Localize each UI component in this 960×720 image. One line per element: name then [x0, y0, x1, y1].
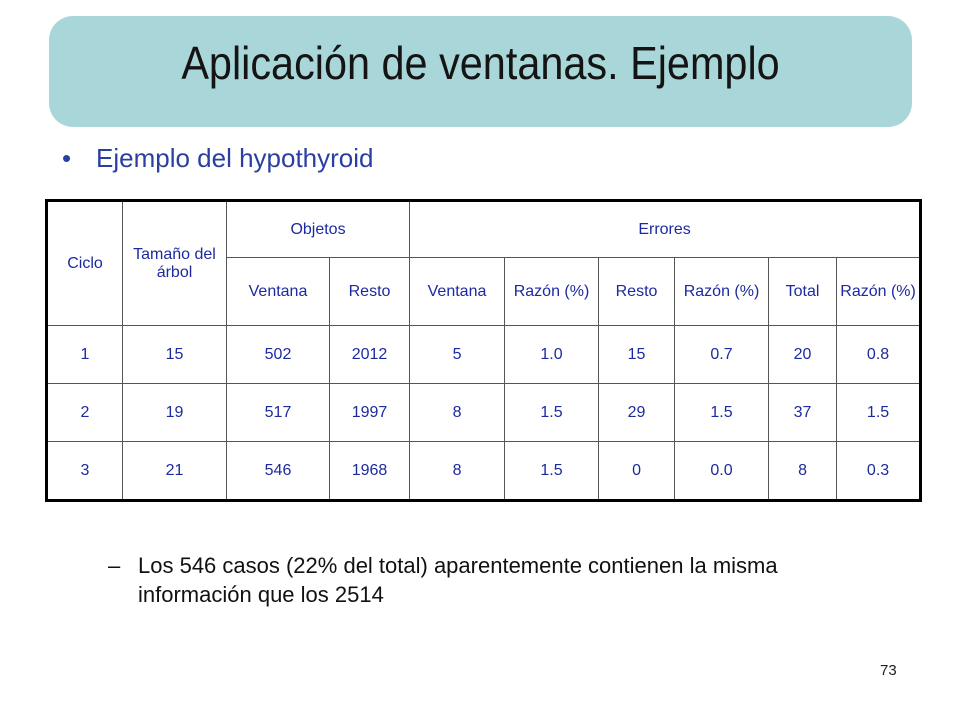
bullet-text: Ejemplo del hypothyroid [96, 143, 374, 173]
table-cell: 0.0 [675, 442, 769, 501]
table-cell: 15 [123, 326, 227, 384]
table-cell: 0 [599, 442, 675, 501]
bullet-marker: • [62, 143, 72, 173]
table-cell: 1 [47, 326, 123, 384]
table-cell: 546 [227, 442, 330, 501]
table-cell: 21 [123, 442, 227, 501]
table-cell: 0.7 [675, 326, 769, 384]
header-objetos: Objetos [227, 201, 410, 258]
header-sub: Razón (%) [837, 258, 921, 326]
header-sub: Total [769, 258, 837, 326]
header-errores: Errores [410, 201, 921, 258]
header-row-1 [47, 201, 921, 258]
table-cell: 20 [769, 326, 837, 384]
table-cell: 8 [410, 442, 505, 501]
header-sub: Ventana [227, 258, 330, 326]
table-cell: 1.5 [837, 384, 921, 442]
table-cell: 3 [47, 442, 123, 501]
slide-title: Aplicación de ventanas. Ejemplo [181, 37, 780, 89]
sub-bullet-marker: – [108, 553, 121, 578]
table-cell: 1.0 [505, 326, 599, 384]
table-cell: 8 [410, 384, 505, 442]
page-number: 73 [880, 662, 897, 679]
table-cell: 29 [599, 384, 675, 442]
table-cell: 1.5 [505, 442, 599, 501]
table-cell: 1.5 [505, 384, 599, 442]
table-cell: 0.8 [837, 326, 921, 384]
header-sub: Resto [599, 258, 675, 326]
table-cell: 2 [47, 384, 123, 442]
table-cell: 517 [227, 384, 330, 442]
table-row [47, 442, 921, 501]
header-sub: Ventana [410, 258, 505, 326]
table-cell: 1968 [330, 442, 410, 501]
header-sub: Resto [330, 258, 410, 326]
table-cell: 2012 [330, 326, 410, 384]
title-banner [49, 16, 912, 127]
results-table [45, 199, 922, 502]
header-ciclo: Ciclo [47, 201, 123, 326]
table-cell: 502 [227, 326, 330, 384]
bullet-item [62, 143, 374, 174]
table-cell: 19 [123, 384, 227, 442]
table-row [47, 326, 921, 384]
header-sub: Razón (%) [505, 258, 599, 326]
table-row [47, 384, 921, 442]
header-sub: Razón (%) [675, 258, 769, 326]
table-cell: 5 [410, 326, 505, 384]
table-cell: 1.5 [675, 384, 769, 442]
sub-bullet-text: Los 546 casos (22% del total) aparentemente contienen la misma información que los 2514 [138, 553, 778, 607]
table-cell: 0.3 [837, 442, 921, 501]
table-cell: 15 [599, 326, 675, 384]
table-cell: 1997 [330, 384, 410, 442]
table-cell: 37 [769, 384, 837, 442]
header-tamano: Tamaño del árbol [123, 201, 227, 326]
table-cell: 8 [769, 442, 837, 501]
